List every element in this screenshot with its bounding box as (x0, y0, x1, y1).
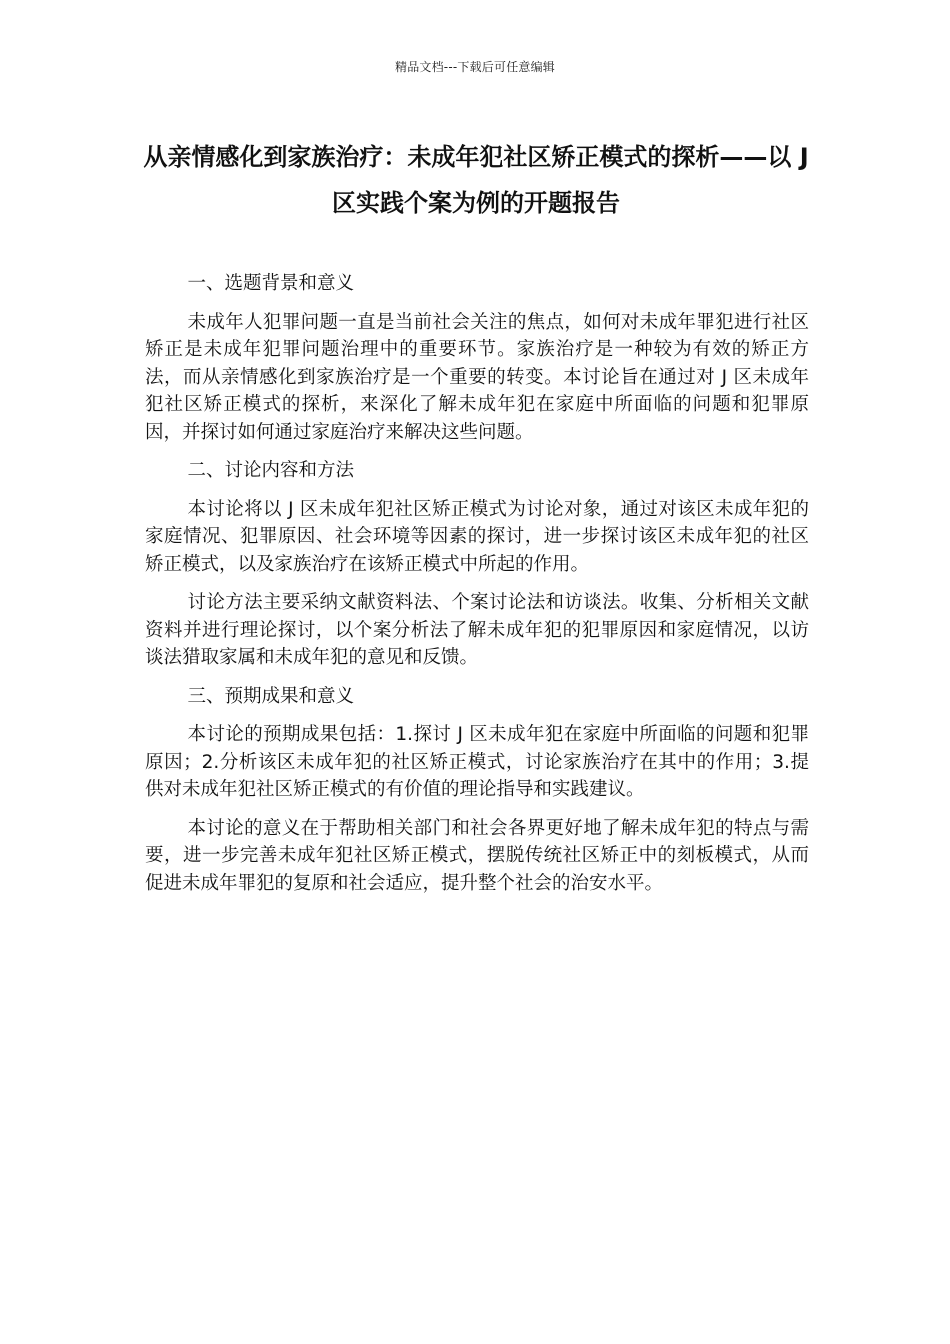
section-heading: 三、预期成果和意义 (187, 685, 355, 707)
header-note: 精品文档---下载后可任意编辑 (395, 60, 555, 74)
document-title: 从亲情感化到家族治疗：未成年犯社区矫正模式的探析——以 J 区实践个案为例的开题报告 (143, 143, 809, 217)
body-paragraph: 讨论方法主要采纳文献资料法、个案讨论法和访谈法。收集、分析相关文献资料并进行理论探讨，以个案分析法了解未成年犯的犯罪原因和家庭情况，以访谈法猎取家属和未成年犯的意见和反馈。 (145, 592, 809, 668)
section-heading: 二、讨论内容和方法 (187, 460, 355, 481)
body-paragraph: 未成年人犯罪问题一直是当前社会关注的焦点，如何对未成年罪犯进行社区矫正是未成年犯罪问题治理中的重要环节。家族治疗是一种较为有效的矫正方法，而从亲情感化到家族治疗是一个重要的转变。本讨论旨在通过对 J 区未成年犯社区矫正模式的探析，来深化了解未成年犯在家庭中所面临的问题和犯罪原因，并探讨如何通过家庭治疗来解决这些问题。 (145, 311, 809, 443)
body-paragraph: 本讨论的意义在于帮助相关部门和社会各界更好地了解未成年犯的特点与需要，进一步完善未成年犯社区矫正模式，摆脱传统社区矫正中的刻板模式，从而促进未成年罪犯的复原和社会适应，提升整个社会的治安水平。 (145, 817, 809, 894)
section-content-methods (145, 457, 809, 672)
section-background (145, 270, 809, 446)
section-heading: 一、选题背景和意义 (187, 273, 355, 294)
body-paragraph: 本讨论将以 J 区未成年犯社区矫正模式为讨论对象，通过对该区未成年犯的家庭情况、犯罪原因、社会环境等因素的探讨，进一步探讨该区未成年犯的社区矫正模式，以及家族治疗在该矫正模式中所起的作用。 (145, 498, 809, 575)
section-expected-results (145, 683, 809, 898)
body-paragraph: 本讨论的预期成果包括：1.探讨 J 区未成年犯在家庭中所面临的问题和犯罪原因；2.分析该区未成年犯的社区矫正模式，讨论家族治疗在其中的作用；3.提供对未成年犯社区矫正模式的有价值的理论指导和实践建议。 (145, 724, 809, 800)
document-body (145, 270, 809, 908)
